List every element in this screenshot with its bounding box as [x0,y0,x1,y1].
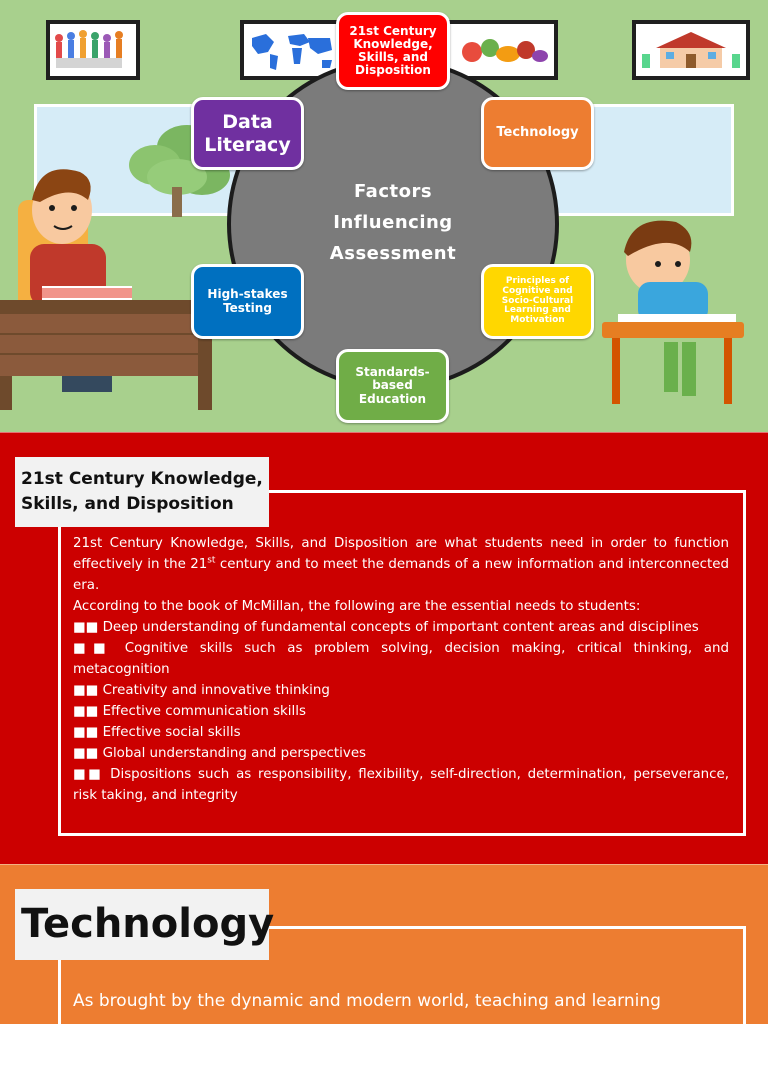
bullet-marker: ■■ [73,746,99,761]
diagram-center-title: Factors Influencing Assessment [329,181,457,264]
bullet-marker: ■■ [73,725,99,740]
bullet-marker: ■■ [73,704,99,719]
bullet-marker: ■■ [73,620,99,635]
bullet-text: Effective communication skills [102,704,306,719]
node-21st-century [336,12,450,90]
intro-text-cont: century and to meet the demands of a new information and interconnected era. [73,557,729,593]
century-skills-slide [0,432,768,864]
bullet-marker: ■■ [73,767,104,782]
technology-slide [0,864,768,1024]
intro-paragraph [73,533,729,596]
node-high-stakes-label: High-stakes Testing [207,287,288,315]
section-body: As brought by the dynamic and modern world, teaching and learning [73,991,661,1011]
bullet-text: Dispositions such as responsibility, flexibility, self-direction, determination, perseverance, risk taking, and integrity [73,767,729,803]
intro-text: 21st Century Knowledge, Skills, and Disposition are what students need in order to function effectively in the 21 [73,536,729,572]
node-principles [481,264,594,339]
intro-superscript: st [207,555,216,566]
food-picture-frame [446,20,558,80]
bullet-text: Deep understanding of fundamental concepts of important content areas and disciplines [102,620,699,635]
section-title: Technology [15,889,269,960]
bullet-item [73,638,729,680]
bullet-item [73,743,729,764]
bullet-item [73,764,729,806]
student-illustration [598,212,748,412]
lead-paragraph: According to the book of McMillan, the following are the essential needs to students: [73,599,641,614]
bullet-item [73,680,729,701]
node-standards [336,349,449,423]
bullet-item [73,617,729,638]
node-principles-label: Principles of Cognitive and Socio-Cultural Learning and Motivation [501,275,574,326]
node-high-stakes [191,264,304,339]
teacher-illustration [0,150,220,412]
bullet-marker: ■■ [73,683,99,698]
section-title: 21st Century Knowledge, Skills, and Disposition [15,457,269,527]
node-data-literacy [191,97,304,170]
node-standards-label: Standards-based Education [355,365,430,406]
bullet-text: Effective social skills [102,725,241,740]
node-technology-label: Technology [496,125,579,141]
bullet-text: Global understanding and perspectives [102,746,367,761]
bullet-text: Creativity and innovative thinking [102,683,330,698]
node-data-literacy-label: Data Literacy [204,110,291,156]
section-body [73,533,729,806]
bullet-item [73,722,729,743]
node-technology [481,97,594,170]
bullet-marker: ■■ [73,641,114,656]
bullet-item [73,701,729,722]
school-picture-frame [632,20,750,80]
bullet-text: Cognitive skills such as problem solving, decision making, critical thinking, and metacognition [73,641,729,677]
factors-diagram-slide [0,0,768,432]
people-picture-frame [46,20,140,80]
node-21st-century-label: 21st Century Knowledge, Skills, and Disposition [349,23,437,78]
